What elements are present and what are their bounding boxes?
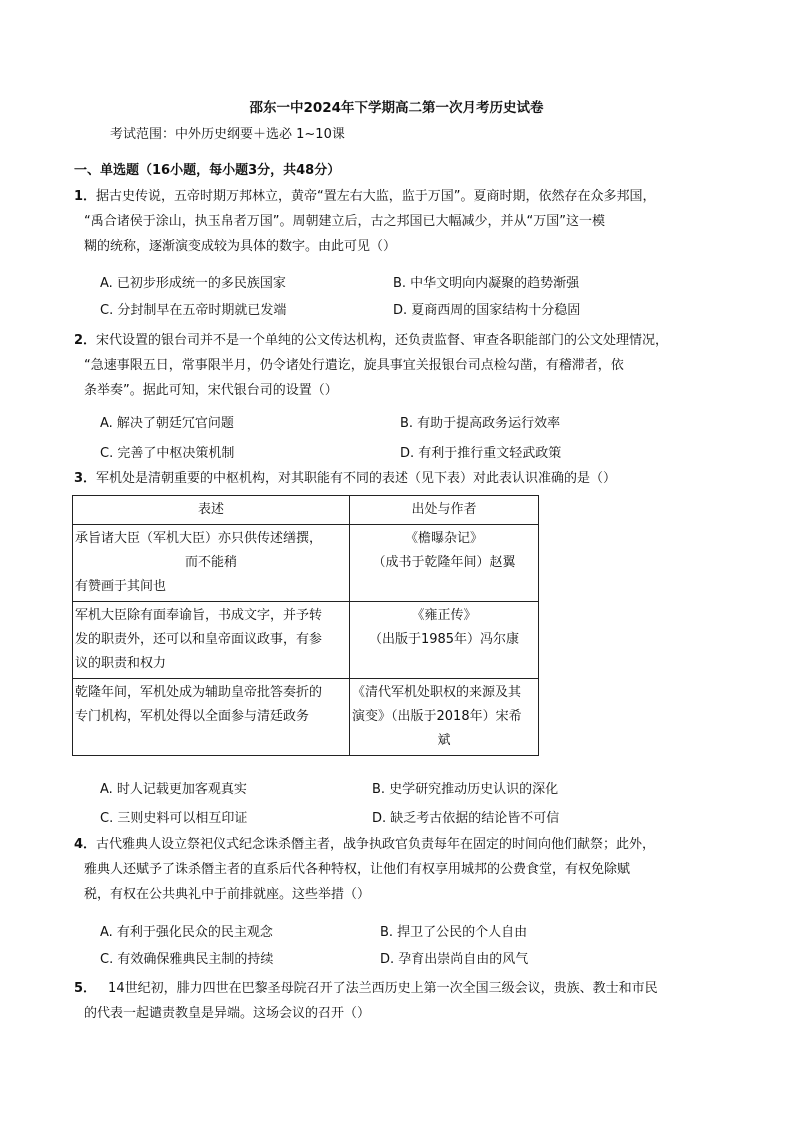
option-d[interactable]: D. 孕育出崇尚自由的风气	[380, 952, 529, 967]
option-c[interactable]: C. 完善了中枢决策机制	[100, 446, 235, 461]
option-d[interactable]: D. 有利于推行重文轻武政策	[400, 446, 562, 461]
question-5	[74, 976, 724, 1026]
exam-title: 邵东一中2024年下学期高二第一次月考历史试卷	[249, 100, 544, 116]
option-c[interactable]: C. 分封制早在五帝时期就已发端	[100, 303, 287, 318]
section-heading: 一、单选题（16小题，每小题3分，共48分）	[74, 163, 341, 178]
question-text: 税，有权在公共典礼中于前排就座。这些举措（）	[84, 887, 371, 902]
option-a[interactable]: A. 时人记载更加客观真实	[100, 782, 247, 797]
question-number: 1．	[74, 189, 97, 204]
table-header: 出处与作者	[350, 496, 539, 525]
table-cell	[350, 679, 539, 756]
question-text: 糊的统称，逐渐演变成较为具体的数字。由此可见（）	[84, 239, 397, 254]
table-row	[73, 525, 539, 602]
cell-line: 军机大臣除有面奉谕旨，书成文字，并予转	[75, 608, 323, 623]
table-cell	[73, 602, 350, 679]
source-table	[72, 495, 539, 756]
cell-line: 发的职责外，还可以和皇帝面议政事，有参	[75, 632, 323, 647]
cell-line: 《清代军机处职权的来源及其	[352, 685, 522, 700]
table-header: 表述	[73, 496, 350, 525]
exam-scope: 考试范围：中外历史纲要＋选必 1~10课	[110, 127, 345, 142]
option-c[interactable]: C. 有效确保雅典民主制的持续	[100, 952, 274, 967]
cell-line: （成书于乾隆年间）赵翼	[372, 555, 516, 570]
question-text: 古代雅典人设立祭祀仪式纪念诛杀僭主者，战争执政官负责每年在固定的时间向他们献祭；此外，	[96, 837, 656, 852]
question-3	[74, 466, 724, 491]
question-number: 2．	[74, 333, 97, 348]
table-cell	[73, 525, 350, 602]
cell-line: 承旨诸大臣（军机大臣）亦只供传述缮撰，	[75, 531, 323, 546]
option-b[interactable]: B. 有助于提高政务运行效率	[400, 416, 561, 431]
cell-line: 而不能稍	[184, 555, 237, 570]
cell-line: 专门机构，军机处得以全面参与清廷政务	[75, 709, 310, 724]
cell-line: 斌	[437, 733, 451, 748]
cell-line: （出版于1985年）冯尔康	[368, 632, 520, 647]
option-b[interactable]: B. 中华文明向内凝聚的趋势渐强	[393, 276, 580, 291]
question-text: 的代表一起谴责教皇是异端。这场会议的召开（）	[84, 1006, 371, 1021]
cell-line: 乾隆年间，军机处成为辅助皇帝批答奏折的	[75, 685, 323, 700]
cell-line: 有赞画于其间也	[75, 579, 167, 594]
question-1	[74, 184, 724, 259]
table-cell	[73, 679, 350, 756]
option-d[interactable]: D. 夏商西周的国家结构十分稳固	[393, 303, 581, 318]
question-text: 雅典人还赋予了诛杀僭主者的直系后代各种特权，让他们有权享用城邦的公费食堂，有权免除赋	[84, 862, 631, 877]
question-text: 据古史传说，五帝时期万邦林立，黄帝“置左右大监，监于万国”。夏商时期，依然存在众多邦国，	[96, 189, 656, 204]
question-number: 4．	[74, 837, 97, 852]
table-cell	[350, 525, 539, 602]
question-text: 14世纪初，腓力四世在巴黎圣母院召开了法兰西历史上第一次全国三级会议，贵族、教士和市民	[108, 981, 658, 996]
question-text: 条举奏”。据此可知，宋代银台司的设置（）	[84, 383, 338, 398]
table-header-row	[73, 496, 539, 525]
cell-line: 议的职责和权力	[75, 656, 167, 671]
question-4	[74, 832, 724, 907]
cell-line: 《雍正传》	[411, 608, 477, 623]
question-number: 3．	[74, 471, 97, 486]
cell-line: 《檐曝杂记》	[404, 531, 483, 546]
table-row	[73, 679, 539, 756]
question-text: “禹合诸侯于涂山，执玉帛者万国”。周朝建立后，古之邦国已大幅减少，并从“万国”这一模	[84, 214, 605, 229]
question-2	[74, 328, 724, 403]
option-a[interactable]: A. 已初步形成统一的多民族国家	[100, 276, 286, 291]
option-d[interactable]: D. 缺乏考古依据的结论皆不可信	[372, 811, 560, 826]
question-text: 军机处是清朝重要的中枢机构，对其职能有不同的表述（见下表）对此表认识准确的是（）	[96, 471, 617, 486]
cell-line: 演变》（出版于2018年）宋希	[352, 709, 522, 724]
question-text: “急速事限五日，常事限半月，仍令诸处行遣讫，旋具事宜关报银台司点检勾凿，有稽滞者，依	[84, 358, 624, 373]
option-a[interactable]: A. 有利于强化民众的民主观念	[100, 925, 273, 940]
option-c[interactable]: C. 三则史料可以相互印证	[100, 811, 248, 826]
option-a[interactable]: A. 解决了朝廷冗官问题	[100, 416, 234, 431]
option-b[interactable]: B. 捍卫了公民的个人自由	[380, 925, 528, 940]
option-b[interactable]: B. 史学研究推动历史认识的深化	[372, 782, 559, 797]
question-text: 宋代设置的银台司并不是一个单纯的公文传达机构，还负责监督、审查各职能部门的公文处理情况，	[96, 333, 669, 348]
question-number: 5．	[74, 981, 97, 996]
table-cell	[350, 602, 539, 679]
table-row	[73, 602, 539, 679]
